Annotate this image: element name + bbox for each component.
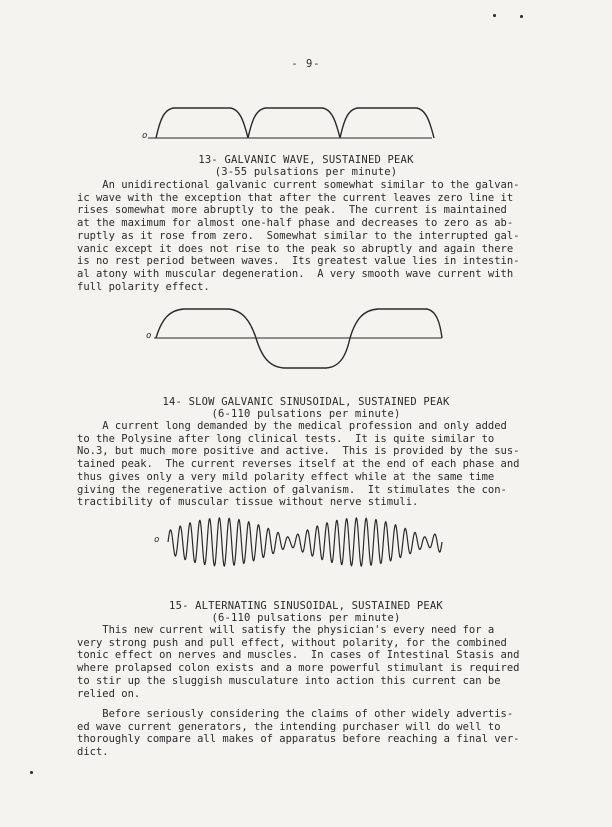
section-15-title: 15- ALTERNATING SINUSOIDAL, SUSTAINED PEAK [169,600,443,612]
section-14-body [77,420,577,509]
slow-galvanic-sinusoidal-svg [140,300,450,378]
text-line: rises somewhat more abruptly to the peak. The current is maintained [77,204,507,217]
galvanic-wave-diagram [140,100,440,142]
alternating-sinusoidal-svg [150,510,450,576]
section-13-subtitle: (3-55 pulsations per minute) [214,166,398,178]
section-13-body [77,179,577,293]
section-13-title: 13- GALVANIC WAVE, SUSTAINED PEAK [198,154,414,166]
text-line: Before seriously considering the claims of other widely advertis- [77,708,514,720]
ink-speck [493,14,496,17]
wave-origin-label: o [146,331,152,341]
closing-paragraph [77,708,577,759]
section-15-body [77,624,577,700]
text-line: to the Polysine after long clinical tests. It is quite similar to [77,432,495,445]
ink-speck [30,771,33,774]
galvanic-wave-svg [140,100,440,142]
text-line: dict. [77,746,109,759]
text-line: to stir up the sluggish musculature into action this current can be [77,674,501,687]
section-14-title: 14- SLOW GALVANIC SINUSOIDAL, SUSTAINED PEAK [162,396,450,408]
text-line: where prolapsed colon exists and a more powerful stimulant is required [77,662,520,675]
text-line: This new current will satisfy the physician's every need for a [77,624,495,636]
text-line: A current long demanded by the medical profession and only added [77,420,507,432]
text-line: ed wave current generators, the intending purchaser will do well to [77,720,501,733]
text-line: An unidirectional galvanic current somewhat similar to the galvan- [77,179,520,191]
ink-speck [520,15,523,18]
text-line: is no rest period between waves. Its greatest value lies in intestin- [77,255,520,268]
alternating-sinusoidal-diagram [150,510,450,576]
slow-galvanic-sinusoidal-diagram [140,300,450,378]
text-line: al atony with muscular degeneration. A very smooth wave current with [77,267,514,280]
text-line: tractibility of muscular tissue without nerve stimuli. [77,496,419,509]
text-line: ic wave with the exception that after the current leaves zero line it [77,191,514,204]
text-line: relied on. [77,687,141,700]
text-line: vanic except it does not rise to the peak so abruptly and again there [77,242,514,255]
text-line: No.3, but much more positive and active. This is provided by the sus- [77,445,520,458]
text-line: tained peak. The current reverses itself at the end of each phase and [77,458,520,471]
page-number: - 9- [291,58,321,70]
text-line: full polarity effect. [77,280,210,293]
wave-origin-label: o [142,131,148,141]
text-line: thoroughly compare all makes of apparatus before reaching a final ver- [77,733,520,746]
wave-origin-label: o [154,535,160,545]
text-line: thus gives only a very mild polarity effect while at the same time [77,470,495,483]
section-15-subtitle: (6-110 pulsations per minute) [211,612,401,624]
text-line: tonic effect on nerves and muscles. In cases of Intestinal Stasis and [77,649,520,662]
section-14-subtitle: (6-110 pulsations per minute) [211,408,401,420]
text-line: ruptly as it rose from zero. Somewhat similar to the interrupted gal- [77,229,520,242]
text-line: giving the regenerative action of galvanism. It stimulates the con- [77,483,507,496]
text-line: at the maximum for almost one-half phase and decreases to zero as ab- [77,217,514,230]
text-line: very strong push and pull effect, without polarity, for the combined [77,636,507,649]
